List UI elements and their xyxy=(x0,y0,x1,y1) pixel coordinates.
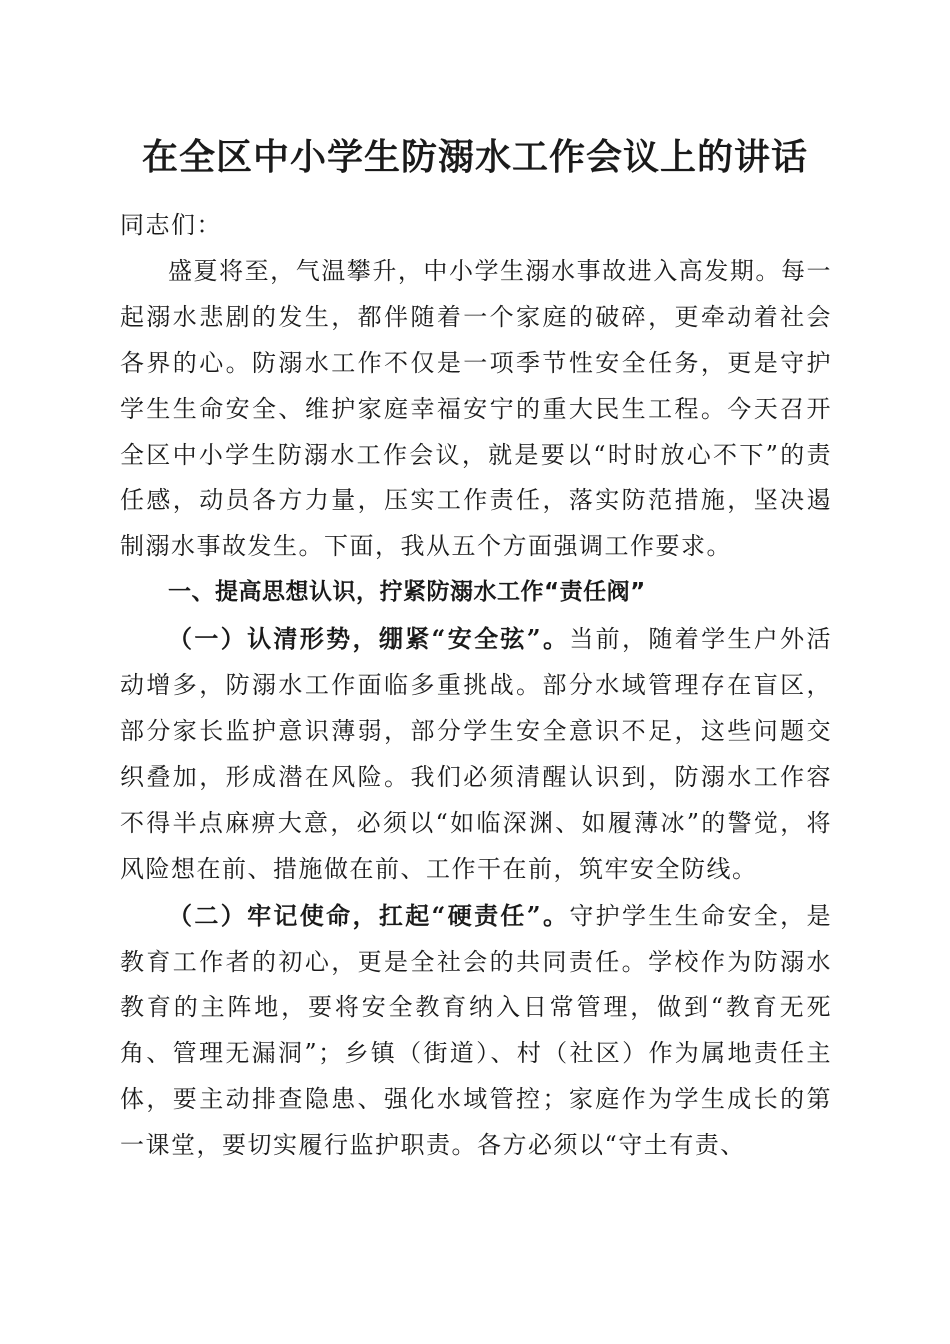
document-body xyxy=(120,203,832,1169)
paragraph-item-1 xyxy=(120,616,832,892)
intro-paragraph: 盛夏将至，气温攀升，中小学生溺水事故进入高发期。每一起溺水悲剧的发生，都伴随着一个家庭的破碎，更牵动着社会各界的心。防溺水工作不仅是一项季节性安全任务，更是守护学生生命安全、维护家庭幸福安宁的重大民生工程。今天召开全区中小学生防溺水工作会议，就是要以“时时放心不下”的责任感，动员各方力量，压实工作责任，落实防范措施，坚决遏制溺水事故发生。下面，我从五个方面强调工作要求。 xyxy=(120,256,832,561)
item-1-text: 当前，随着学生户外活动增多，防溺水工作面临多重挑战。部分水域管理存在盲区，部分家长监护意识薄弱，部分学生安全意识不足，这些问题交织叠加，形成潜在风险。我们必须清醒认识到，防溺水工作容不得半点麻痹大意，必须以“如临深渊、如履薄冰”的警觉，将风险想在前、措施做在前、工作干在前，筑牢安全防线。 xyxy=(120,625,833,883)
item-2-text: 守护学生生命安全，是教育工作者的初心，更是全社会的共同责任。学校作为防溺水教育的主阵地，要将安全教育纳入日常管理，做到“教育无死角、管理无漏洞”；乡镇（街道）、村（社区）作为属地责任主体，要主动排查隐患、强化水域管控；家庭作为学生成长的第一课堂，要切实履行监护职责。各方必须以“守土有责、 xyxy=(120,901,833,1160)
item-1-lead: （一）认清形势，绷紧“安全弦”。 xyxy=(168,624,570,654)
salutation: 同志们： xyxy=(120,211,222,239)
item-2-lead: （二）牢记使命，扛起“硬责任”。 xyxy=(168,900,570,930)
section-heading-1: 一、提高思想认识，拧紧防溺水工作“责任阀” xyxy=(168,579,646,606)
document-title: 在全区中小学生防溺水工作会议上的讲话 xyxy=(141,137,808,178)
paragraph-item-2 xyxy=(120,893,832,1169)
